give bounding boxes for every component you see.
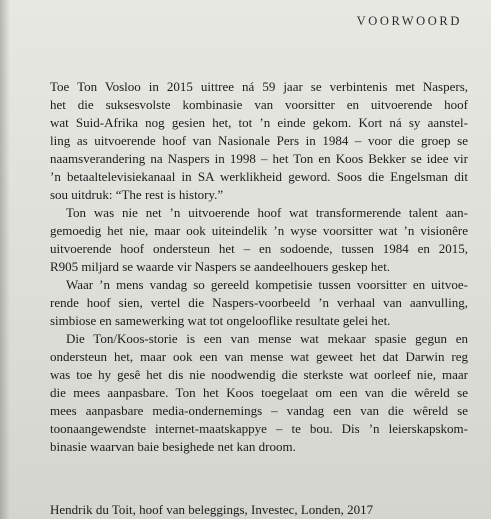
signature-line: Hendrik du Toit, hoof van beleggings, Investec, Londen, 2017: [50, 502, 374, 517]
text-line: sou uitdruk: “The rest is history.”: [50, 187, 224, 202]
foreword-body: [50, 78, 468, 456]
text-line: toonaangewendste internet-maatskappye – te bou. Dis ’n leierskapskom-: [50, 421, 468, 436]
paragraph-3: [50, 276, 468, 330]
text-line: Toe Ton Vosloo in 2015 uittree ná 59 jaar se verbintenis met Naspers,: [50, 79, 468, 94]
text-line: naamsverandering na Naspers in 1998 – het Ton en Koos Bekker se idee vir: [50, 151, 468, 166]
text-line: gemoedig het nie, maar ook uiteindelik ’n wyse voorsitter wat ’n visionêre: [50, 223, 468, 238]
text-line: die mees aanpasbare. Ton het Koos toegelaat om een van die wêreld se: [50, 385, 468, 400]
text-line: R905 miljard se waarde vir Naspers se aandeelhouers geskep het.: [50, 259, 391, 274]
paragraph-1: [50, 78, 468, 204]
text-line: ondersteun het, maar ook een van mense wat geweet het dat Darwin reg: [50, 349, 468, 364]
text-line: rende hoof sien, vertel die Naspers-voorbeeld ’n verhaal van aanvulling,: [50, 295, 468, 310]
page-gutter-shadow: [0, 0, 10, 519]
text-line: ’n betaaltelevisiekanaal in SA werklikheid geword. Soos die Engelsman dit: [50, 169, 468, 184]
paragraph-4: [50, 330, 468, 456]
paragraph-2: [50, 204, 468, 276]
text-line: simbiose en samewerking wat tot ongelooflike resultate gelei het.: [50, 313, 391, 328]
text-line: wat Suid-Afrika nog gesien het, tot ’n einde gekom. Kort ná sy aanstel-: [50, 115, 468, 130]
text-line: binasie waarvan baie besighede net kan droom.: [50, 439, 296, 454]
text-line: Waar ’n mens vandag so gereeld kompetisie tussen voorsitter en uitvoe-: [66, 277, 468, 292]
text-line: ling as uitvoerende hoof van Nasionale Pers in 1984 – voor die groep se: [50, 133, 468, 148]
text-line: Die Ton/Koos-storie is een van mense wat mekaar spasie gegun en: [66, 331, 468, 346]
text-line: uitvoerende hoof ondersteun het – en sodoende, tussen 1984 en 2015,: [50, 241, 468, 256]
text-line: was toe hy gesê het dis nie noodwendig die sterkste wat oorleef nie, maar: [50, 367, 468, 382]
running-head: VOORWOORD: [356, 14, 462, 28]
text-line: mees aanpasbare media-ondernemings – vandag een van die wêreld se: [50, 403, 468, 418]
text-line: Ton was nie net ’n uitvoerende hoof wat transformerende talent aan-: [66, 205, 468, 220]
text-line: het die suksesvolste kombinasie van voorsitter en uitvoerende hoof: [50, 97, 468, 112]
